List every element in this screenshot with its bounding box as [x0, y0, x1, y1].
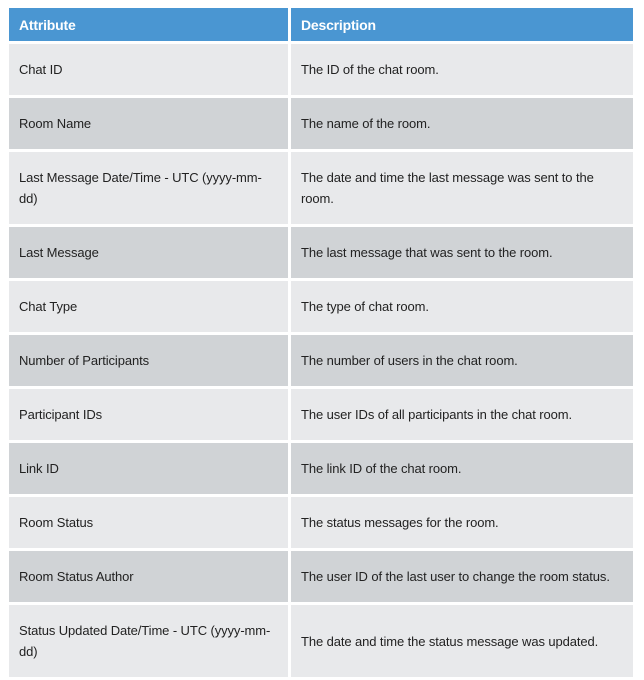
attribute-cell: Room Status Author	[9, 551, 288, 602]
table-row	[9, 281, 633, 332]
table-row	[9, 98, 633, 149]
header-description: Description	[291, 8, 633, 41]
table-row	[9, 335, 633, 386]
table-row	[9, 44, 633, 95]
description-cell: The user ID of the last user to change the room status.	[291, 551, 633, 602]
attribute-cell: Chat Type	[9, 281, 288, 332]
description-cell: The last message that was sent to the room.	[291, 227, 633, 278]
description-cell: The status messages for the room.	[291, 497, 633, 548]
attribute-cell: Number of Participants	[9, 335, 288, 386]
description-cell: The link ID of the chat room.	[291, 443, 633, 494]
table-row	[9, 443, 633, 494]
attribute-cell: Chat ID	[9, 44, 288, 95]
description-cell: The type of chat room.	[291, 281, 633, 332]
header-attribute: Attribute	[9, 8, 288, 41]
description-cell: The user IDs of all participants in the chat room.	[291, 389, 633, 440]
description-cell: The name of the room.	[291, 98, 633, 149]
attribute-cell: Status Updated Date/Time - UTC (yyyy-mm-dd)	[9, 605, 288, 677]
attribute-cell: Last Message	[9, 227, 288, 278]
description-cell: The date and time the status message was updated.	[291, 605, 633, 677]
description-cell: The ID of the chat room.	[291, 44, 633, 95]
attribute-cell: Room Name	[9, 98, 288, 149]
description-cell: The number of users in the chat room.	[291, 335, 633, 386]
description-cell: The date and time the last message was sent to the room.	[291, 152, 633, 224]
table-header-row	[9, 8, 633, 41]
table-row	[9, 227, 633, 278]
attribute-cell: Last Message Date/Time - UTC (yyyy-mm-dd)	[9, 152, 288, 224]
attribute-cell: Link ID	[9, 443, 288, 494]
attribute-table-container	[9, 8, 633, 677]
table-row	[9, 551, 633, 602]
table-row	[9, 152, 633, 224]
table-row	[9, 497, 633, 548]
attribute-table	[6, 5, 636, 680]
attribute-cell: Room Status	[9, 497, 288, 548]
table-row	[9, 389, 633, 440]
table-row	[9, 605, 633, 677]
attribute-cell: Participant IDs	[9, 389, 288, 440]
